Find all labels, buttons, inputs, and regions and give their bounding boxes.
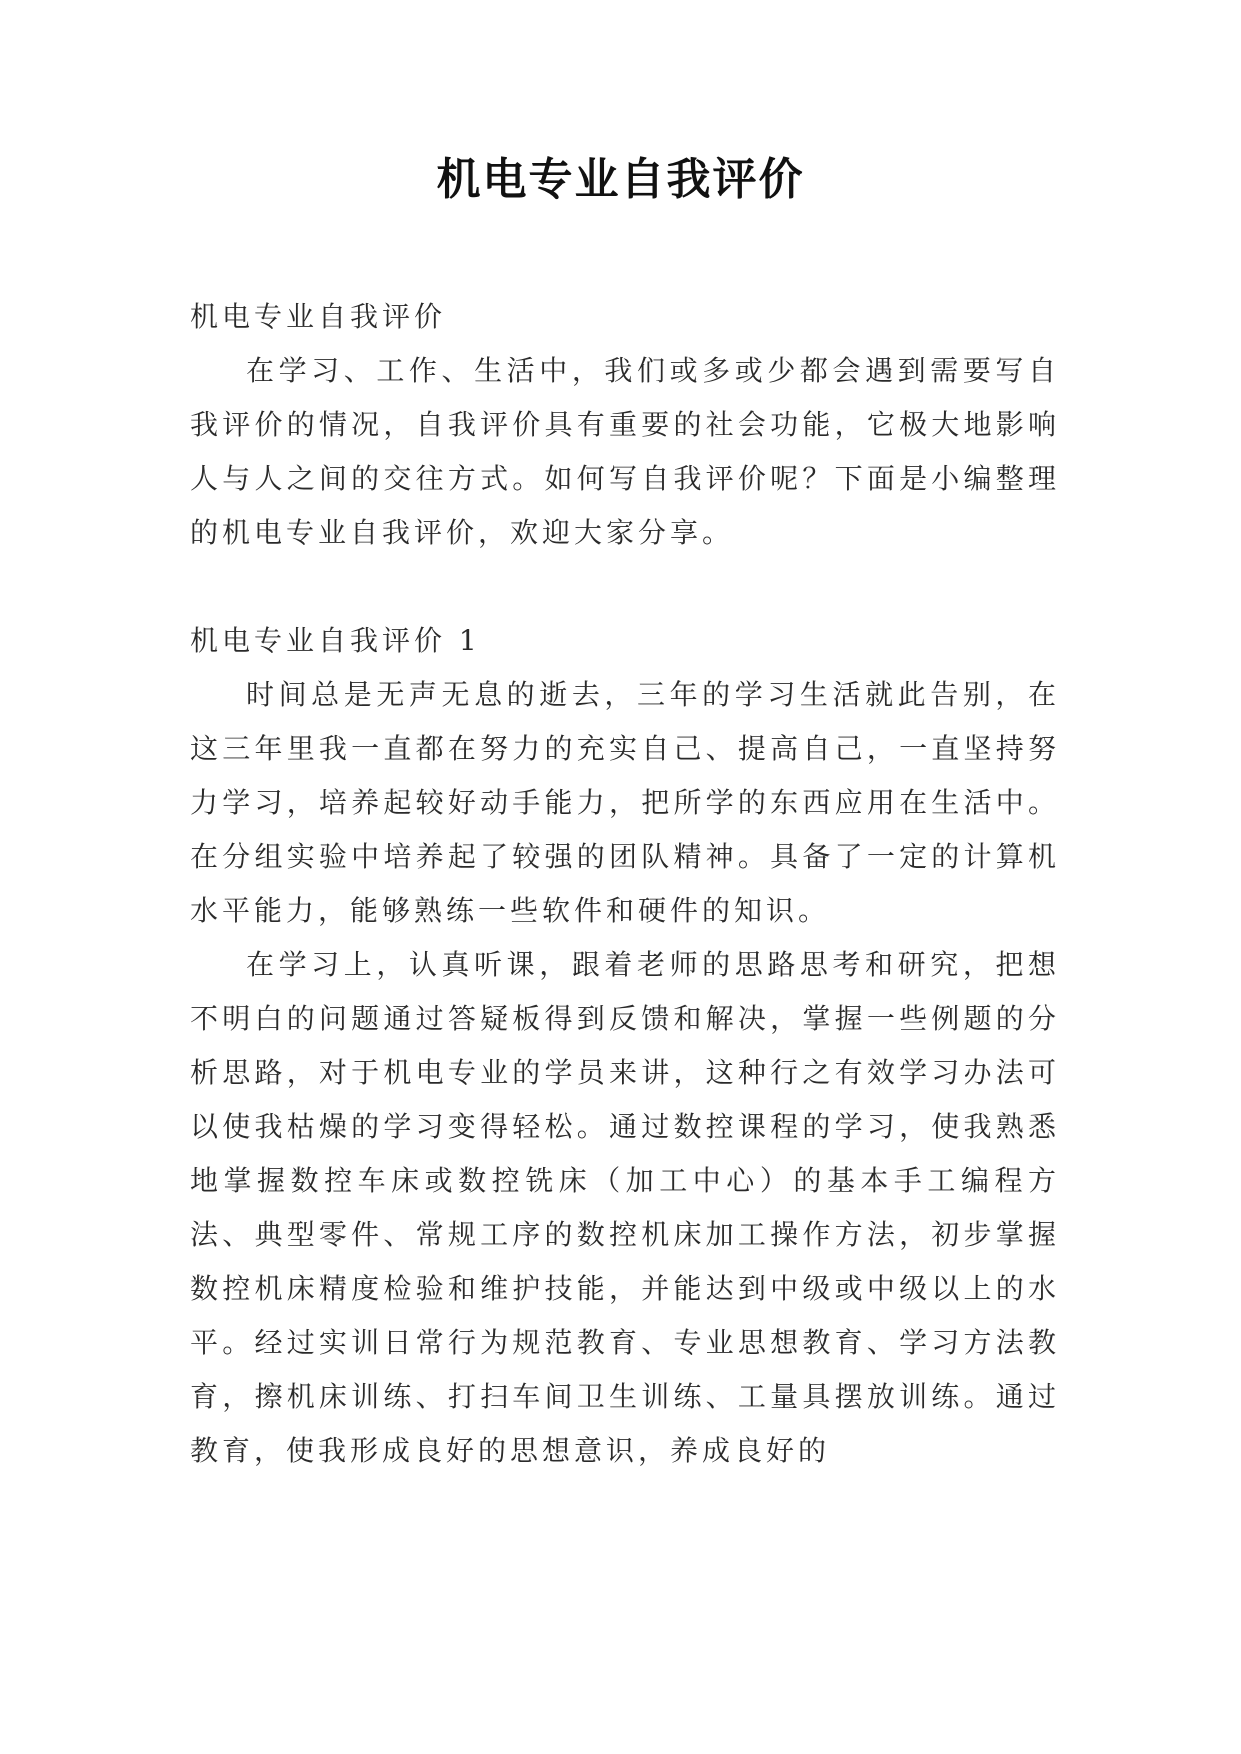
intro-paragraph: 在学习、工作、生活中，我们或多或少都会遇到需要写自我评价的情况，自我评价具有重要的社会功能，它极大地影响人与人之间的交往方式。如何写自我评价呢？下面是小编整理的机电专业自我评价，欢迎大家分享。	[190, 354, 1060, 549]
document-title: 机电专业自我评价	[436, 154, 805, 205]
section-spacer	[190, 560, 1060, 614]
document-body	[190, 290, 1060, 1478]
section-1-paragraph-2: 在学习上，认真听课，跟着老师的思路思考和研究，把想不明白的问题通过答疑板得到反馈和解决，掌握一些例题的分析思路，对于机电专业的学员来讲，这种行之有效学习办法可以使我枯燥的学习变得轻松。通过数控课程的学习，使我熟悉地掌握数控车床或数控铣床（加工中心）的基本手工编程方法、典型零件、常规工序的数控机床加工操作方法，初步掌握数控机床精度检验和维护技能，并能达到中级或中级以上的水平。经过实训日常行为规范教育、专业思想教育、学习方法教育，擦机床训练、打扫车间卫生训练、工量具摆放训练。通过教育，使我形成良好的思想意识，养成良好的	[190, 948, 1060, 1467]
section-1-paragraph-1: 时间总是无声无息的逝去，三年的学习生活就此告别，在这三年里我一直都在努力的充实自己、提高自己，一直坚持努力学习，培养起较好动手能力，把所学的东西应用在生活中。在分组实验中培养起了较强的团队精神。具备了一定的计算机水平能力，能够熟练一些软件和硬件的知识。	[190, 678, 1060, 927]
section-1-heading: 机电专业自我评价 1	[190, 624, 481, 657]
intro-heading: 机电专业自我评价	[190, 300, 447, 333]
